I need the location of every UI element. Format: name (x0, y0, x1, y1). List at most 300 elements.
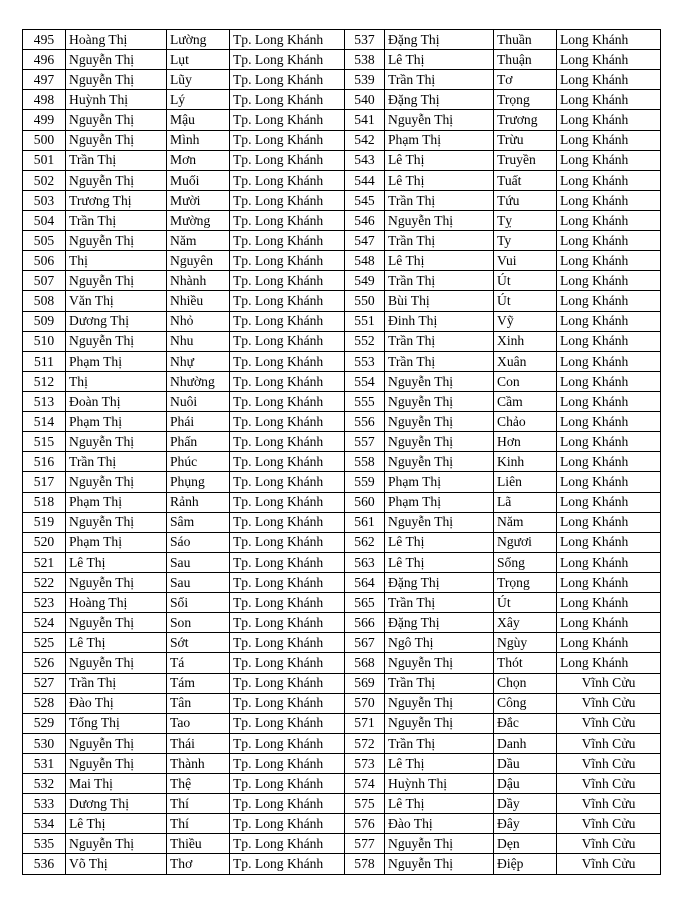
cell-noi: Tp. Long Khánh (230, 432, 345, 452)
cell-noi: Long Khánh (557, 412, 661, 432)
cell-noi: Tp. Long Khánh (230, 673, 345, 693)
cell-stt: 559 (345, 472, 385, 492)
cell-noi: Long Khánh (557, 170, 661, 190)
cell-ten: Mậu (167, 110, 230, 130)
cell-ten: Truyền (494, 150, 557, 170)
cell-ho: Lê Thị (385, 251, 494, 271)
cell-stt: 571 (345, 713, 385, 733)
cell-stt: 495 (23, 30, 66, 50)
cell-stt: 500 (23, 130, 66, 150)
cell-ten: Tám (167, 673, 230, 693)
cell-ten: Thuận (494, 50, 557, 70)
cell-stt: 523 (23, 593, 66, 613)
cell-stt: 540 (345, 90, 385, 110)
cell-ten: Nhỏ (167, 311, 230, 331)
cell-noi: Tp. Long Khánh (230, 774, 345, 794)
cell-ho: Nguyễn Thị (66, 472, 167, 492)
cell-ho: Lê Thị (385, 50, 494, 70)
cell-stt: 512 (23, 371, 66, 391)
cell-stt: 552 (345, 331, 385, 351)
cell-ten: Con (494, 371, 557, 391)
cell-stt: 566 (345, 613, 385, 633)
cell-ho: Dương Thị (66, 311, 167, 331)
cell-ten: Trọng (494, 572, 557, 592)
table-row (23, 733, 661, 753)
cell-ho: Đào Thị (385, 814, 494, 834)
table-row (23, 693, 661, 713)
cell-stt: 538 (345, 50, 385, 70)
cell-ho: Nguyễn Thị (385, 713, 494, 733)
cell-stt: 551 (345, 311, 385, 331)
cell-noi: Tp. Long Khánh (230, 552, 345, 572)
cell-noi: Tp. Long Khánh (230, 351, 345, 371)
cell-noi: Tp. Long Khánh (230, 170, 345, 190)
cell-ho: Nguyễn Thị (385, 432, 494, 452)
cell-ten: Nhiều (167, 291, 230, 311)
cell-ten: Tỵ (494, 210, 557, 230)
cell-ho: Lê Thị (385, 753, 494, 773)
cell-noi: Tp. Long Khánh (230, 512, 345, 532)
cell-noi: Long Khánh (557, 331, 661, 351)
cell-stt: 528 (23, 693, 66, 713)
table-row (23, 593, 661, 613)
cell-stt: 573 (345, 753, 385, 773)
cell-ho: Nguyễn Thị (385, 391, 494, 411)
cell-noi: Long Khánh (557, 291, 661, 311)
cell-noi: Tp. Long Khánh (230, 572, 345, 592)
cell-ten: Dậu (494, 774, 557, 794)
cell-noi: Long Khánh (557, 311, 661, 331)
cell-noi: Long Khánh (557, 492, 661, 512)
cell-noi: Long Khánh (557, 512, 661, 532)
cell-ten: Lường (167, 30, 230, 50)
cell-ho: Trần Thị (385, 70, 494, 90)
table-row (23, 452, 661, 472)
names-table (22, 29, 661, 875)
cell-ho: Nguyễn Thị (66, 613, 167, 633)
cell-ten: Năm (167, 231, 230, 251)
cell-ten: Nhường (167, 371, 230, 391)
cell-ten: Nguyên (167, 251, 230, 271)
cell-ho: Tống Thị (66, 713, 167, 733)
cell-noi: Tp. Long Khánh (230, 693, 345, 713)
cell-noi: Tp. Long Khánh (230, 412, 345, 432)
cell-stt: 578 (345, 854, 385, 874)
cell-noi: Vĩnh Cửu (557, 814, 661, 834)
cell-noi: Long Khánh (557, 150, 661, 170)
table-row (23, 854, 661, 874)
cell-ten: Sau (167, 552, 230, 572)
cell-ten: Sống (494, 552, 557, 572)
cell-ho: Nguyễn Thị (66, 271, 167, 291)
table-row (23, 552, 661, 572)
cell-stt: 503 (23, 190, 66, 210)
cell-ten: Năm (494, 512, 557, 532)
cell-noi: Tp. Long Khánh (230, 231, 345, 251)
cell-ten: Thơ (167, 854, 230, 874)
table-body (23, 30, 661, 875)
cell-ten: Thí (167, 814, 230, 834)
cell-stt: 525 (23, 633, 66, 653)
cell-stt: 577 (345, 834, 385, 854)
cell-stt: 502 (23, 170, 66, 190)
cell-ho: Lê Thị (66, 552, 167, 572)
cell-ten: Thái (167, 733, 230, 753)
cell-stt: 546 (345, 210, 385, 230)
cell-stt: 518 (23, 492, 66, 512)
cell-ten: Sâm (167, 512, 230, 532)
cell-noi: Tp. Long Khánh (230, 371, 345, 391)
cell-ho: Nguyễn Thị (385, 854, 494, 874)
cell-ten: Sáo (167, 532, 230, 552)
cell-stt: 562 (345, 532, 385, 552)
cell-noi: Vĩnh Cửu (557, 733, 661, 753)
cell-ho: Đào Thị (66, 693, 167, 713)
cell-stt: 561 (345, 512, 385, 532)
cell-noi: Tp. Long Khánh (230, 271, 345, 291)
cell-stt: 517 (23, 472, 66, 492)
cell-stt: 531 (23, 753, 66, 773)
cell-ho: Nguyễn Thị (66, 572, 167, 592)
cell-ho: Phạm Thị (66, 532, 167, 552)
cell-ho: Trần Thị (385, 673, 494, 693)
table-row (23, 753, 661, 773)
table-row (23, 291, 661, 311)
cell-stt: 530 (23, 733, 66, 753)
cell-ho: Đinh Thị (385, 311, 494, 331)
cell-ten: Lã (494, 492, 557, 512)
cell-ho: Nguyễn Thị (66, 834, 167, 854)
cell-ho: Trần Thị (66, 452, 167, 472)
table-row (23, 311, 661, 331)
cell-ho: Ngô Thị (385, 633, 494, 653)
cell-noi: Long Khánh (557, 633, 661, 653)
table-row (23, 150, 661, 170)
cell-stt: 547 (345, 231, 385, 251)
table-row (23, 472, 661, 492)
cell-noi: Long Khánh (557, 50, 661, 70)
cell-ten: Mường (167, 210, 230, 230)
cell-noi: Long Khánh (557, 210, 661, 230)
cell-ten: Tơ (494, 70, 557, 90)
cell-ho: Trần Thị (66, 150, 167, 170)
cell-ho: Nguyễn Thị (66, 733, 167, 753)
cell-stt: 504 (23, 210, 66, 230)
cell-ho: Đặng Thị (385, 572, 494, 592)
cell-ho: Lê Thị (385, 532, 494, 552)
cell-ten: Ngùy (494, 633, 557, 653)
cell-noi: Tp. Long Khánh (230, 331, 345, 351)
cell-ten: Tứu (494, 190, 557, 210)
cell-ho: Trần Thị (385, 331, 494, 351)
cell-ho: Nguyễn Thị (66, 110, 167, 130)
cell-ten: Trừu (494, 130, 557, 150)
cell-stt: 506 (23, 251, 66, 271)
cell-stt: 570 (345, 693, 385, 713)
cell-stt: 564 (345, 572, 385, 592)
cell-stt: 575 (345, 794, 385, 814)
cell-noi: Vĩnh Cửu (557, 854, 661, 874)
cell-ho: Đặng Thị (385, 613, 494, 633)
cell-ten: Xinh (494, 331, 557, 351)
cell-ten: Dầu (494, 753, 557, 773)
cell-ten: Nhu (167, 331, 230, 351)
cell-ho: Trần Thị (66, 210, 167, 230)
table-row (23, 713, 661, 733)
table-row (23, 70, 661, 90)
cell-ten: Thót (494, 653, 557, 673)
cell-stt: 499 (23, 110, 66, 130)
cell-stt: 497 (23, 70, 66, 90)
cell-stt: 515 (23, 432, 66, 452)
table-row (23, 351, 661, 371)
cell-ho: Lê Thị (385, 150, 494, 170)
cell-noi: Tp. Long Khánh (230, 814, 345, 834)
cell-ten: Liên (494, 472, 557, 492)
cell-noi: Long Khánh (557, 231, 661, 251)
cell-ho: Dương Thị (66, 794, 167, 814)
cell-ten: Đắc (494, 713, 557, 733)
cell-noi: Tp. Long Khánh (230, 391, 345, 411)
cell-ho: Mai Thị (66, 774, 167, 794)
table-row (23, 774, 661, 794)
cell-ten: Phụng (167, 472, 230, 492)
cell-noi: Tp. Long Khánh (230, 130, 345, 150)
cell-ho: Phạm Thị (66, 412, 167, 432)
cell-ho: Nguyễn Thị (385, 210, 494, 230)
table-row (23, 50, 661, 70)
cell-noi: Long Khánh (557, 552, 661, 572)
cell-stt: 567 (345, 633, 385, 653)
cell-ten: Tao (167, 713, 230, 733)
cell-ten: Trọng (494, 90, 557, 110)
table-row (23, 331, 661, 351)
cell-noi: Tp. Long Khánh (230, 311, 345, 331)
cell-ten: Phái (167, 412, 230, 432)
cell-ho: Lê Thị (385, 170, 494, 190)
table-row (23, 110, 661, 130)
cell-stt: 560 (345, 492, 385, 512)
table-row (23, 130, 661, 150)
cell-ten: Xuân (494, 351, 557, 371)
cell-ho: Đặng Thị (385, 30, 494, 50)
table-row (23, 231, 661, 251)
cell-ho: Nguyễn Thị (66, 753, 167, 773)
cell-ho: Thị (66, 371, 167, 391)
table-row (23, 512, 661, 532)
cell-stt: 536 (23, 854, 66, 874)
cell-ho: Lê Thị (66, 814, 167, 834)
cell-noi: Tp. Long Khánh (230, 794, 345, 814)
cell-noi: Long Khánh (557, 472, 661, 492)
cell-noi: Vĩnh Cửu (557, 713, 661, 733)
cell-ten: Trương (494, 110, 557, 130)
cell-ten: Thuần (494, 30, 557, 50)
cell-stt: 507 (23, 271, 66, 291)
cell-noi: Tp. Long Khánh (230, 633, 345, 653)
cell-ten: Vui (494, 251, 557, 271)
cell-stt: 511 (23, 351, 66, 371)
cell-noi: Long Khánh (557, 432, 661, 452)
cell-ho: Huỳnh Thị (66, 90, 167, 110)
cell-noi: Tp. Long Khánh (230, 854, 345, 874)
table-row (23, 673, 661, 693)
cell-stt: 541 (345, 110, 385, 130)
cell-ho: Nguyễn Thị (385, 412, 494, 432)
cell-stt: 496 (23, 50, 66, 70)
cell-ho: Nguyễn Thị (66, 130, 167, 150)
cell-noi: Long Khánh (557, 613, 661, 633)
cell-noi: Vĩnh Cửu (557, 774, 661, 794)
cell-ho: Đặng Thị (385, 90, 494, 110)
cell-ten: Muối (167, 170, 230, 190)
table-row (23, 572, 661, 592)
cell-ten: Lý (167, 90, 230, 110)
cell-ho: Nguyễn Thị (66, 231, 167, 251)
cell-ten: Thành (167, 753, 230, 773)
cell-ten: Đây (494, 814, 557, 834)
table-row (23, 633, 661, 653)
cell-noi: Vĩnh Cửu (557, 673, 661, 693)
table-row (23, 613, 661, 633)
cell-ten: Nhành (167, 271, 230, 291)
cell-noi: Tp. Long Khánh (230, 210, 345, 230)
cell-stt: 574 (345, 774, 385, 794)
table-row (23, 834, 661, 854)
cell-ten: Sau (167, 572, 230, 592)
cell-noi: Vĩnh Cửu (557, 834, 661, 854)
cell-ten: Điệp (494, 854, 557, 874)
cell-ho: Phạm Thị (66, 492, 167, 512)
cell-ho: Lê Thị (385, 552, 494, 572)
cell-ho: Nguyễn Thị (385, 834, 494, 854)
cell-noi: Long Khánh (557, 452, 661, 472)
cell-noi: Tp. Long Khánh (230, 492, 345, 512)
table-row (23, 412, 661, 432)
cell-ho: Thị (66, 251, 167, 271)
cell-noi: Long Khánh (557, 110, 661, 130)
cell-stt: 548 (345, 251, 385, 271)
cell-noi: Tp. Long Khánh (230, 613, 345, 633)
cell-noi: Tp. Long Khánh (230, 834, 345, 854)
cell-noi: Long Khánh (557, 70, 661, 90)
cell-noi: Tp. Long Khánh (230, 110, 345, 130)
cell-noi: Long Khánh (557, 190, 661, 210)
cell-ho: Hoàng Thị (66, 593, 167, 613)
cell-ten: Phúc (167, 452, 230, 472)
cell-ten: Út (494, 271, 557, 291)
cell-stt: 539 (345, 70, 385, 90)
cell-noi: Long Khánh (557, 130, 661, 150)
cell-ho: Trần Thị (385, 351, 494, 371)
cell-ten: Tá (167, 653, 230, 673)
cell-stt: 505 (23, 231, 66, 251)
cell-stt: 542 (345, 130, 385, 150)
cell-stt: 549 (345, 271, 385, 291)
cell-ten: Son (167, 613, 230, 633)
cell-noi: Tp. Long Khánh (230, 472, 345, 492)
cell-ho: Huỳnh Thị (385, 774, 494, 794)
cell-noi: Tp. Long Khánh (230, 713, 345, 733)
cell-noi: Vĩnh Cửu (557, 693, 661, 713)
cell-stt: 543 (345, 150, 385, 170)
cell-ten: Sối (167, 593, 230, 613)
cell-ten: Công (494, 693, 557, 713)
cell-noi: Long Khánh (557, 351, 661, 371)
cell-noi: Tp. Long Khánh (230, 50, 345, 70)
cell-stt: 544 (345, 170, 385, 190)
cell-ho: Đoàn Thị (66, 391, 167, 411)
cell-stt: 501 (23, 150, 66, 170)
cell-noi: Tp. Long Khánh (230, 593, 345, 613)
cell-ho: Nguyễn Thị (66, 170, 167, 190)
cell-noi: Tp. Long Khánh (230, 251, 345, 271)
cell-ten: Kinh (494, 452, 557, 472)
cell-noi: Long Khánh (557, 251, 661, 271)
cell-stt: 569 (345, 673, 385, 693)
cell-noi: Tp. Long Khánh (230, 291, 345, 311)
cell-ten: Ngươi (494, 532, 557, 552)
cell-stt: 550 (345, 291, 385, 311)
cell-ho: Trần Thị (385, 271, 494, 291)
cell-noi: Long Khánh (557, 572, 661, 592)
cell-noi: Vĩnh Cửu (557, 753, 661, 773)
cell-ten: Danh (494, 733, 557, 753)
cell-ho: Nguyễn Thị (385, 512, 494, 532)
cell-stt: 508 (23, 291, 66, 311)
cell-stt: 509 (23, 311, 66, 331)
cell-ten: Mơn (167, 150, 230, 170)
cell-stt: 526 (23, 653, 66, 673)
cell-stt: 524 (23, 613, 66, 633)
cell-stt: 533 (23, 794, 66, 814)
cell-stt: 513 (23, 391, 66, 411)
cell-ten: Dẹn (494, 834, 557, 854)
cell-stt: 558 (345, 452, 385, 472)
cell-stt: 555 (345, 391, 385, 411)
cell-ten: Mười (167, 190, 230, 210)
cell-ten: Sớt (167, 633, 230, 653)
cell-noi: Tp. Long Khánh (230, 150, 345, 170)
cell-stt: 519 (23, 512, 66, 532)
cell-ho: Lê Thị (66, 633, 167, 653)
cell-stt: 576 (345, 814, 385, 834)
cell-ho: Trần Thị (385, 733, 494, 753)
cell-stt: 565 (345, 593, 385, 613)
cell-ten: Lụt (167, 50, 230, 70)
cell-stt: 520 (23, 532, 66, 552)
cell-stt: 556 (345, 412, 385, 432)
cell-noi: Long Khánh (557, 30, 661, 50)
cell-ten: Út (494, 291, 557, 311)
cell-noi: Long Khánh (557, 532, 661, 552)
cell-ho: Nguyễn Thị (66, 512, 167, 532)
cell-stt: 521 (23, 552, 66, 572)
cell-ho: Nguyễn Thị (66, 331, 167, 351)
cell-ten: Dầy (494, 794, 557, 814)
cell-ho: Nguyễn Thị (385, 110, 494, 130)
cell-noi: Tp. Long Khánh (230, 190, 345, 210)
cell-ten: Cầm (494, 391, 557, 411)
cell-noi: Tp. Long Khánh (230, 733, 345, 753)
cell-noi: Long Khánh (557, 271, 661, 291)
cell-ten: Mình (167, 130, 230, 150)
cell-ten: Phấn (167, 432, 230, 452)
table-row (23, 190, 661, 210)
table-row (23, 432, 661, 452)
cell-ho: Phạm Thị (66, 351, 167, 371)
cell-ten: Ty (494, 231, 557, 251)
